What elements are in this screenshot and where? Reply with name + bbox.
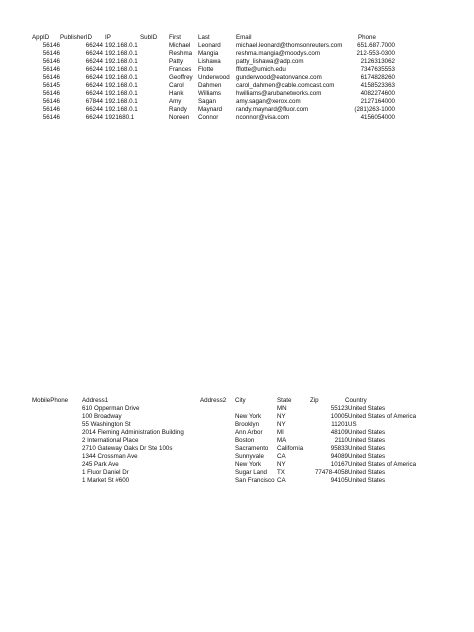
cell-first: Carol (169, 82, 184, 89)
cell-appid: 56146 (42, 58, 60, 65)
cell-phone: (281)263-1000 (354, 106, 395, 113)
header-address2: Address2 (200, 397, 227, 404)
cell-email: gunderwood@eatonvance.com (236, 74, 322, 81)
cell-address1: 55 Washington St (82, 421, 131, 428)
cell-address1: 2 International Place (82, 437, 139, 444)
cell-email: nconnor@visa.com (236, 114, 290, 121)
cell-phone: 212-553-0300 (356, 50, 395, 57)
cell-ip: 192.168.0.1 (105, 82, 138, 89)
header-state: State (277, 397, 292, 404)
cell-first: Noreen (169, 114, 190, 121)
header-publisherid: PublisherID (60, 34, 92, 41)
cell-ip: 192.168.0.1 (105, 58, 138, 65)
header-row (0, 398, 474, 406)
cell-city: San Francisco (235, 477, 275, 484)
cell-appid: 56145 (42, 82, 60, 89)
cell-email: carol_dahmen@cable.comcast.com (236, 82, 335, 89)
cell-country: United States (348, 429, 386, 436)
cell-address1: 1344 Crossman Ave (82, 453, 138, 460)
cell-email: patty_lishawa@adp.com (236, 58, 304, 65)
cell-state: MI (277, 429, 284, 436)
cell-state: NY (277, 461, 286, 468)
header-first: First (169, 34, 182, 41)
cell-last: Connor (198, 114, 219, 121)
cell-email: amy.sagan@xerox.com (236, 98, 301, 105)
cell-publisherid: 66244 (85, 114, 103, 121)
cell-address1: 610 Opperman Drive (82, 405, 140, 412)
cell-zip: 55123 (330, 405, 348, 412)
cell-phone: 4158523363 (360, 82, 395, 89)
header-email: Email (236, 34, 252, 41)
cell-zip: 94105 (330, 477, 348, 484)
cell-email: randy.maynard@fluor.com (236, 106, 309, 113)
cell-zip: 2110 (334, 437, 348, 444)
cell-appid: 56146 (42, 90, 60, 97)
cell-first: Patty (169, 58, 184, 65)
cell-first: Hank (169, 90, 184, 97)
cell-phone: 4156054000 (360, 114, 395, 121)
cell-ip: 192.168.0.1 (105, 98, 138, 105)
cell-publisherid: 66244 (85, 74, 103, 81)
header-zip: Zip (310, 397, 319, 404)
cell-city: Sacramento (235, 445, 269, 452)
cell-last: Maynard (198, 106, 223, 113)
table-row (0, 115, 474, 123)
cell-zip: 10005 (330, 413, 348, 420)
cell-country: United States (348, 437, 386, 444)
cell-state: MN (277, 405, 287, 412)
cell-address1: 2014 Fleming Administration Building (82, 429, 184, 436)
cell-state: NY (277, 421, 286, 428)
cell-state: NY (277, 413, 286, 420)
cell-appid: 56146 (42, 114, 60, 121)
cell-publisherid: 66244 (85, 50, 103, 57)
cell-country: United States (348, 453, 386, 460)
cell-appid: 56146 (42, 50, 60, 57)
cell-phone: 2127164000 (360, 98, 395, 105)
cell-last: Williams (198, 90, 222, 97)
cell-last: Underwood (198, 74, 230, 81)
cell-appid: 56146 (42, 98, 60, 105)
cell-publisherid: 66244 (85, 106, 103, 113)
cell-first: Amy (169, 98, 182, 105)
cell-country: United States (348, 405, 386, 412)
cell-email: reshma.mangia@moodys.com (236, 50, 320, 57)
cell-address1: 1 Market St #600 (82, 477, 130, 484)
cell-appid: 56146 (42, 66, 60, 73)
header-subid: SubID (140, 34, 158, 41)
cell-country: United States (348, 445, 386, 452)
cell-ip: 192.168.0.1 (105, 74, 138, 81)
cell-publisherid: 66244 (85, 82, 103, 89)
header-appid: AppID (32, 34, 50, 41)
cell-address1: 1 Fluor Daniel Dr (82, 469, 129, 476)
cell-address1: 2710 Gateway Oaks Dr Ste 100s (82, 445, 173, 452)
header-country: Country (345, 397, 367, 404)
cell-ip: 192.168.0.1 (105, 66, 138, 73)
cell-last: Sagan (198, 98, 216, 105)
cell-country: US (348, 421, 357, 428)
header-address1: Address1 (82, 397, 109, 404)
cell-last: Flotte (198, 66, 214, 73)
cell-first: Reshma (169, 50, 193, 57)
cell-country: United States of America (348, 461, 417, 468)
cell-ip: 1921680.1 (105, 114, 135, 121)
cell-ip: 192.168.0.1 (105, 42, 138, 49)
cell-zip: 11201 (331, 421, 348, 428)
cell-first: Randy (169, 106, 187, 113)
cell-last: Dahmen (198, 82, 222, 89)
header-ip: IP (105, 34, 111, 41)
cell-email: hwilliams@arubanetworks.com (236, 90, 322, 97)
cell-publisherid: 66244 (85, 90, 103, 97)
cell-ip: 192.168.0.1 (105, 50, 138, 57)
header-phone: Phone (358, 34, 376, 41)
cell-publisherid: 66244 (85, 58, 103, 65)
cell-state: CA (277, 477, 286, 484)
cell-ip: 192.168.0.1 (105, 90, 138, 97)
cell-city: New York (235, 413, 262, 420)
cell-zip: 77478-4058 (314, 469, 348, 476)
cell-publisherid: 66244 (85, 66, 103, 73)
cell-phone: 6174828260 (360, 74, 395, 81)
cell-publisherid: 66244 (85, 42, 103, 49)
cell-state: MA (277, 437, 287, 444)
cell-zip: 48109 (330, 429, 348, 436)
cell-phone: 4082274600 (360, 90, 395, 97)
cell-city: Sugar Land (235, 469, 267, 476)
cell-zip: 10167 (330, 461, 348, 468)
cell-zip: 95833 (330, 445, 348, 452)
cell-appid: 56146 (42, 42, 60, 49)
cell-address1: 245 Park Ave (82, 461, 119, 468)
cell-phone: 7347635553 (360, 66, 395, 73)
header-city: City (235, 397, 246, 404)
cell-city: Ann Arbor (235, 429, 263, 436)
cell-city: Sunnyvale (235, 453, 264, 460)
cell-zip: 94089 (330, 453, 348, 460)
cell-last: Mangia (198, 50, 219, 57)
cell-address1: 100 Broadway (82, 413, 122, 420)
cell-appid: 56146 (42, 106, 60, 113)
cell-first: Michael (169, 42, 191, 49)
cell-phone: 651.687.7000 (357, 42, 395, 49)
cell-state: TX (277, 469, 285, 476)
header-last: Last (198, 34, 210, 41)
cell-last: Leonard (198, 42, 221, 49)
cell-country: United States (348, 477, 386, 484)
cell-phone: 2126313062 (360, 58, 395, 65)
cell-city: Brooklyn (235, 421, 260, 428)
cell-last: Lishawa (198, 58, 221, 65)
header-mobilephone: MobilePhone (32, 397, 69, 404)
cell-email: michael.leonard@thomsonreuters.com (236, 42, 343, 49)
cell-state: California (277, 445, 304, 452)
cell-country: United States (348, 469, 386, 476)
cell-country: United States of America (348, 413, 417, 420)
cell-first: Frances (169, 66, 192, 73)
cell-city: New York (235, 461, 262, 468)
cell-state: CA (277, 453, 286, 460)
cell-email: fflotte@umich.edu (236, 66, 286, 73)
cell-first: Geoffrey (169, 74, 193, 81)
table-row (0, 478, 474, 486)
cell-appid: 56146 (42, 74, 60, 81)
cell-ip: 192.168.0.1 (105, 106, 138, 113)
cell-publisherid: 67844 (85, 98, 103, 105)
cell-city: Boston (235, 437, 255, 444)
